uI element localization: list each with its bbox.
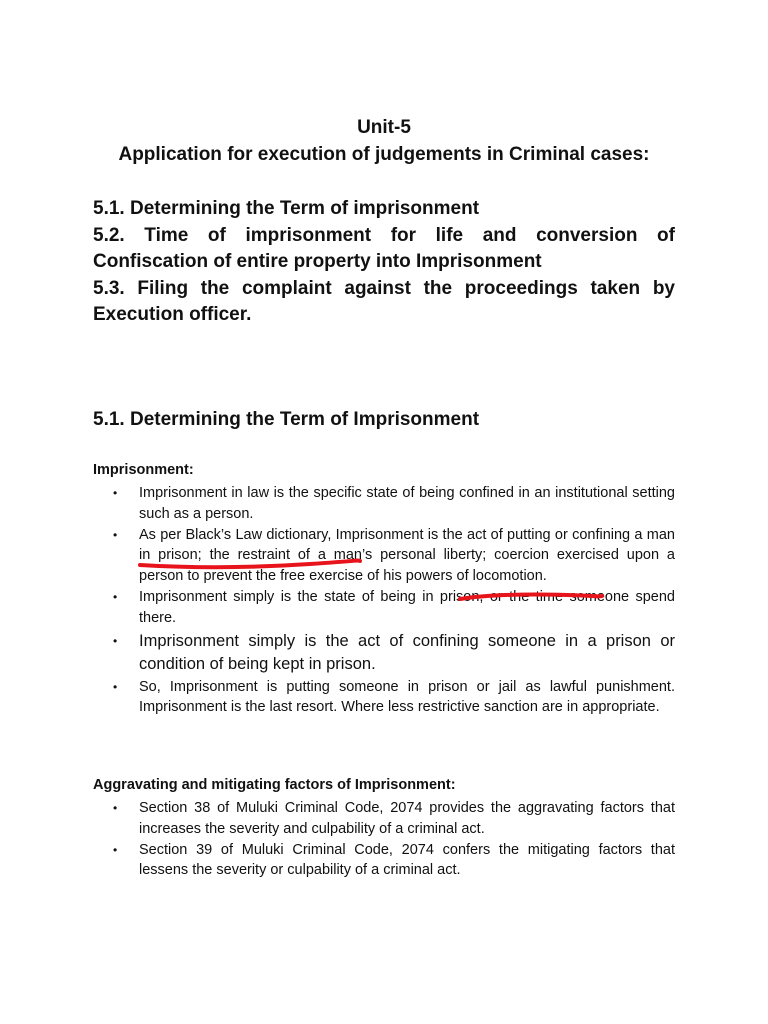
- factors-list: [93, 798, 675, 881]
- bullet-icon: •: [113, 589, 118, 604]
- table-of-contents: [93, 196, 675, 329]
- document-title: Application for execution of judgements in Criminal cases:: [118, 144, 650, 165]
- unit-heading: Unit-5: [357, 117, 411, 138]
- list-item-text: Imprisonment in law is the specific state of being confined in an institutional setting such as a person.: [139, 485, 675, 522]
- list-item-text: Imprisonment simply is the state of being in prison, or the time someone spend there.: [139, 588, 675, 626]
- list-item: [93, 677, 675, 719]
- list-item-text: So, Imprisonment is putting someone in prison or jail as lawful punishment. Imprisonment is the last resort. Where less restrictive sanction are in appropriate.: [139, 678, 675, 716]
- bullet-icon: •: [113, 842, 118, 857]
- list-item-text: Section 39 of Muluki Criminal Code, 2074 confers the mitigating factors that lessens the severity or culpability of a criminal act.: [139, 841, 675, 879]
- list-item: [93, 840, 675, 882]
- section-heading: 5.1. Determining the Term of Imprisonment: [93, 409, 480, 430]
- list-item: [93, 798, 675, 840]
- list-item: [93, 630, 675, 676]
- list-item: [93, 525, 675, 587]
- bullet-icon: •: [113, 527, 118, 542]
- list-item-text: As per Black’s Law dictionary, Imprisonment is the act of putting or confining a man in prison; the restraint of a man’s personal liberty; coercion exercised upon a person to prevent the free exercise of his powers of locomotion.: [139, 526, 675, 585]
- imprisonment-heading: Imprisonment:: [93, 462, 194, 478]
- bullet-icon: •: [113, 679, 118, 694]
- factors-heading: Aggravating and mitigating factors of Imprisonment:: [93, 777, 456, 793]
- imprisonment-list: [93, 483, 675, 718]
- toc-item: 5.1. Determining the Term of imprisonment: [93, 198, 480, 219]
- bullet-icon: •: [113, 486, 118, 500]
- list-item: [93, 587, 675, 629]
- list-item-text: Imprisonment simply is the act of confining someone in a prison or condition of being kept in prison.: [139, 631, 675, 673]
- toc-item: 5.3. Filing the complaint against the proceedings taken by Execution officer.: [93, 277, 675, 325]
- list-item-text: Section 38 of Muluki Criminal Code, 2074 provides the aggravating factors that increases the severity and culpability of a criminal act.: [139, 800, 675, 837]
- toc-item: 5.2. Time of imprisonment for life and conversion of Confiscation of entire property into Imprisonment: [93, 224, 675, 272]
- bullet-icon: •: [113, 633, 118, 648]
- list-item: [93, 483, 675, 525]
- bullet-icon: •: [113, 801, 118, 815]
